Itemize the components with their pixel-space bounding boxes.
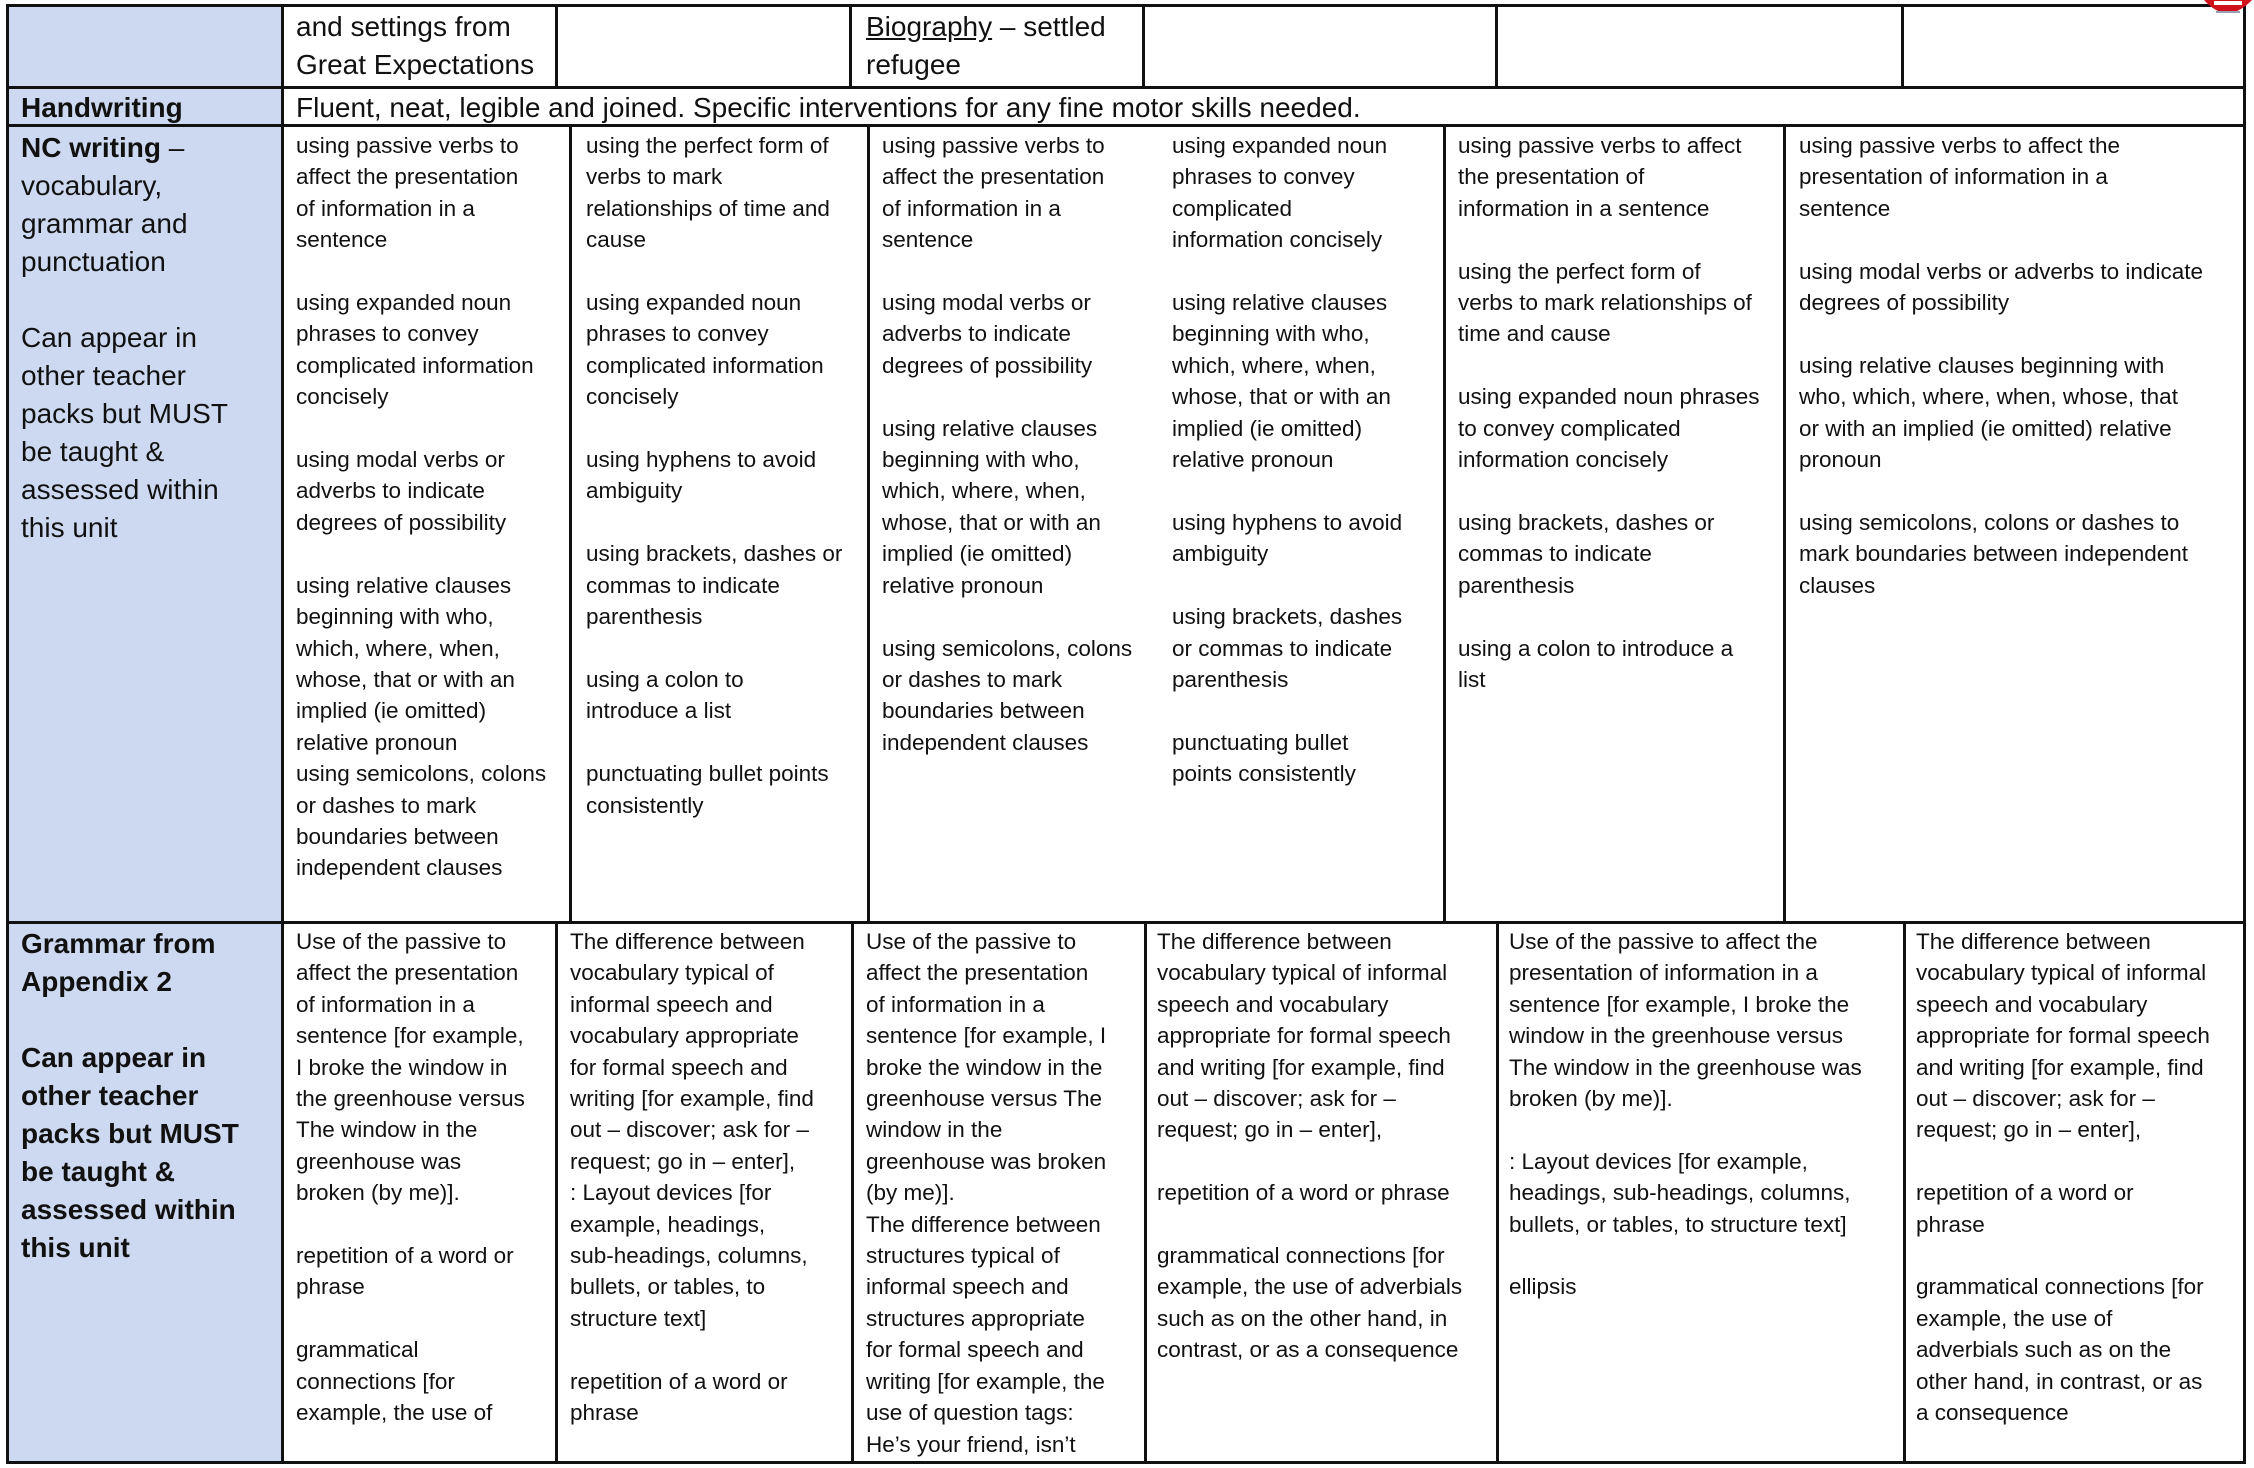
column-divider bbox=[1901, 4, 1904, 86]
column-divider bbox=[867, 124, 870, 921]
nc-writing-label-bold: NC writing bbox=[21, 132, 161, 163]
school-logo-icon bbox=[2200, 0, 2254, 20]
biography-link-text: Biography bbox=[866, 11, 993, 42]
handwriting-label: Handwriting bbox=[21, 92, 183, 123]
handwriting-text: Fluent, neat, legible and joined. Specific interventions for any fine motor skills needed. bbox=[296, 92, 1361, 123]
nc-writing-label bbox=[21, 129, 276, 547]
row-divider bbox=[6, 921, 2246, 924]
column-divider bbox=[1496, 921, 1499, 1464]
column-divider bbox=[1783, 124, 1786, 921]
column-divider bbox=[1903, 921, 1906, 1464]
table-border-right bbox=[2243, 4, 2246, 1464]
table-border-bottom bbox=[6, 1461, 2246, 1464]
column-divider bbox=[1443, 124, 1446, 921]
table-border-top bbox=[6, 4, 2246, 7]
row-header-top bbox=[6, 4, 281, 86]
nc-writing-cell: using the perfect form of verbs to mark relationships of time and cause using expanded noun phrases to convey complicated information concisely using hyphens to avoid ambiguity using brackets, dashes or commas to indicate parenthesis using a colon to introduce a list punctuating bullet points consistently bbox=[586, 133, 843, 818]
nc-writing-cell: using expanded noun phrases to convey complicated information concisely using relative clauses beginning with who, which, where, when, whose, that or with an implied (ie omitted) relative pronoun using hyphens to avoid ambiguity using brackets, dashes or commas to indicate parenthesis punctuating bullet points consistently bbox=[1172, 133, 1403, 787]
grammar-cell: The difference between vocabulary typical of informal speech and vocabulary appropriate for formal speech and writing [for example, find out – discover; ask for – request; go in – enter], repetition of a word or phrase grammatical connections [for example, the use of adverbials such as on the other hand, in contrast, or as a consequence bbox=[1916, 929, 2210, 1426]
column-divider bbox=[281, 4, 284, 1464]
grammar-cell: The difference between vocabulary typical of informal speech and vocabulary appropriate for formal speech and writing [for example, find out – discover; ask for – request; go in – enter], : Layout devices [for example, headings, sub-headings, columns, bullets, or tables, to structure text] repetition of a word or phrase bbox=[570, 929, 814, 1426]
grammar-cell: The difference between vocabulary typical of informal speech and vocabulary appropriate for formal speech and writing [for example, find out – discover; ask for – request; go in – enter], repetition of a word or phrase grammatical connections [for example, the use of adverbials such as on the other hand, in contrast, or as a consequence bbox=[1157, 929, 1463, 1363]
nc-writing-cell: using passive verbs to affect the presentation of information in a sentence using the perfect form of verbs to mark relationships of time and cause using expanded noun phrases to convey complicated information concisely using brackets, dashes or commas to indicate parenthesis using a colon to introduce a list bbox=[1458, 133, 1760, 692]
column-divider bbox=[555, 921, 558, 1464]
table-border-left bbox=[6, 4, 9, 1464]
nc-writing-label-rest: – vocabulary, grammar and punctuation Can appear in other teacher packs but MUST be taught & assessed within this unit bbox=[21, 132, 228, 543]
grammar-cell: Use of the passive to affect the presentation of information in a sentence [for example, I broke the window in the greenhouse versus The window in the greenhouse was broken (by me)]. : Layout devices [for example, headings, sub-headings, columns, bullets, or tables, to structure text] ellipsis bbox=[1509, 929, 1862, 1300]
grammar-label: Grammar from Appendix 2 Can appear in other teacher packs but MUST be taught & assessed within this unit bbox=[21, 928, 239, 1263]
nc-writing-cell: using passive verbs to affect the presentation of information in a sentence using modal verbs or adverbs to indicate degrees of possibility using relative clauses beginning with who, which, where, when, whose, that or with an implied (ie omitted) relative pronoun using semicolons, colons or dashes to mark boundaries between independent clauses bbox=[1799, 133, 2203, 598]
top-row-cell-settings: and settings from Great Expectations bbox=[296, 11, 535, 80]
biography-rest-text: – settled refugee bbox=[866, 11, 1106, 80]
nc-writing-cell: using passive verbs to affect the presentation of information in a sentence using expanded noun phrases to convey complicated information concisely using modal verbs or adverbs to indicate degrees of possibility using relative clauses beginning with who, which, where, when, whose, that or with an implied (ie omitted) relative pronoun using semicolons, colons or dashes to mark boundaries between independent clauses bbox=[296, 133, 547, 881]
column-divider bbox=[849, 4, 852, 86]
column-divider bbox=[555, 4, 558, 86]
top-row-cell-biography bbox=[866, 8, 1138, 84]
column-divider bbox=[569, 124, 572, 921]
grammar-cell: Use of the passive to affect the presentation of information in a sentence [for example, I broke the window in the greenhouse versus The window in the greenhouse was broken (by me)]. repetition of a word or phrase grammatical connections [for example, the use of bbox=[296, 929, 525, 1426]
nc-writing-cell: using passive verbs to affect the presentation of information in a sentence using modal verbs or adverbs to indicate degrees of possibility using relative clauses beginning with who, which, where, when, whose, that or with an implied (ie omitted) relative pronoun using semicolons, colons or dashes to mark boundaries between independent clauses bbox=[882, 133, 1133, 755]
grammar-cell: Use of the passive to affect the presentation of information in a sentence [for example, I broke the window in the greenhouse versus The window in the greenhouse was broken (by me)]. The difference between structures typical of informal speech and structures appropriate for formal speech and writing [for example, the use of question tags: He’s your friend, isn’t bbox=[866, 929, 1107, 1457]
column-divider bbox=[1495, 4, 1498, 86]
column-divider bbox=[1142, 4, 1145, 86]
